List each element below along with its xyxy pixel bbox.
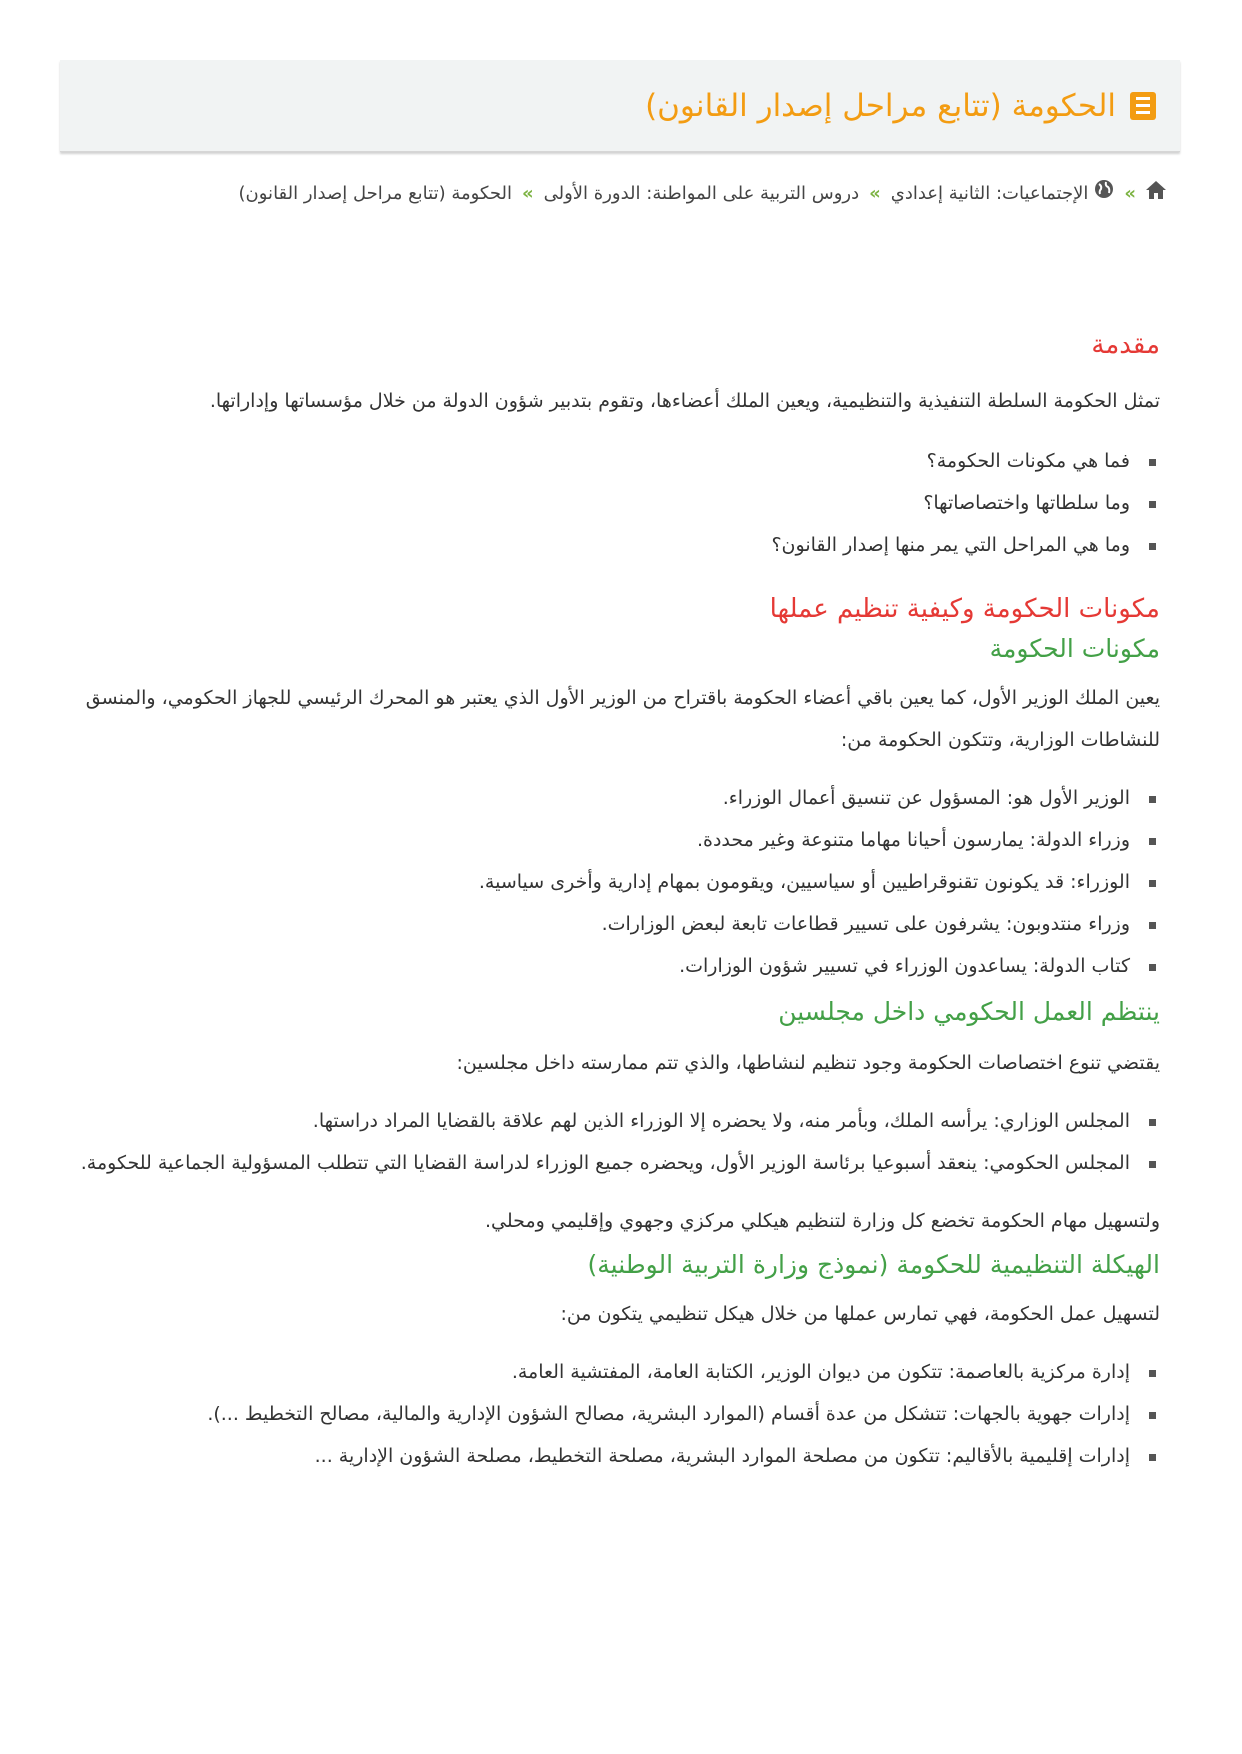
page-title: الحكومة (تتابع مراحل إصدار القانون) bbox=[645, 87, 1116, 124]
list-item: وزراء منتدوبون: يشرفون على تسيير قطاعات تابعة لبعض الوزارات. bbox=[80, 903, 1160, 945]
list-item: فما هي مكونات الحكومة؟ bbox=[80, 440, 1160, 482]
list-item: الوزير الأول هو: المسؤول عن تنسيق أعمال الوزراء. bbox=[80, 777, 1160, 819]
paragraph: يعين الملك الوزير الأول، كما يعين باقي أعضاء الحكومة باقتراح من الوزير الأول الذي يعتبر هو المحرك الرئيسي للجهاز الحكومي، والمنسق للنشاطات الوزارية، وتتكون الحكومة من: bbox=[85, 687, 1160, 751]
breadcrumb-separator: » bbox=[1124, 183, 1136, 204]
paragraph: يقتضي تنوع اختصاصات الحكومة وجود تنظيم لنشاطها، والذي تتم ممارسته داخل مجلسين: bbox=[456, 1052, 1160, 1074]
list-item: إدارات جهوية بالجهات: تتشكل من عدة أقسام (الموارد البشرية، مصالح الشؤون الإدارية والمالية، مصالح التخطيط ...). bbox=[80, 1393, 1160, 1435]
list-item: وزراء الدولة: يمارسون أحيانا مهاما متنوعة وغير محددة. bbox=[80, 819, 1160, 861]
breadcrumb-link[interactable]: دروس التربية على المواطنة: الدورة الأولى bbox=[543, 183, 860, 204]
breadcrumb-separator: » bbox=[521, 183, 534, 204]
section-heading: مكونات الحكومة وكيفية تنظيم عملها bbox=[769, 594, 1160, 624]
list-item: وما هي المراحل التي يمر منها إصدار القانون؟ bbox=[80, 524, 1160, 566]
list-item: وما سلطاتها واختصاصاتها؟ bbox=[80, 482, 1160, 524]
intro-text: تمثل الحكومة السلطة التنفيذية والتنظيمية، ويعين الملك أعضاءها، وتقوم بتدبير شؤون الدولة من خلال مؤسساتها وإداراتها. bbox=[209, 390, 1160, 412]
councils-list bbox=[80, 1100, 1160, 1184]
list-item: الوزراء: قد يكونون تقنوقراطيين أو سياسيين، ويقومون بمهام إدارية وأخرى سياسية. bbox=[80, 861, 1160, 903]
intro-questions bbox=[80, 440, 1160, 566]
globe-icon bbox=[1094, 172, 1114, 216]
subsection-heading: مكونات الحكومة bbox=[989, 634, 1160, 663]
home-icon[interactable] bbox=[1146, 172, 1166, 216]
breadcrumb-current: الحكومة (تتابع مراحل إصدار القانون) bbox=[238, 183, 512, 204]
structure-list bbox=[80, 1351, 1160, 1477]
subsection-heading: ينتظم العمل الحكومي داخل مجلسين bbox=[778, 997, 1160, 1026]
list-item: إدارة مركزية بالعاصمة: تتكون من ديوان الوزير، الكتابة العامة، المفتشية العامة. bbox=[80, 1351, 1160, 1393]
document-list-icon bbox=[1130, 92, 1156, 120]
subsection-heading: الهيكلة التنظيمية للحكومة (نموذج وزارة التربية الوطنية) bbox=[587, 1250, 1160, 1279]
paragraph: لتسهيل عمل الحكومة، فهي تمارس عملها من خلال هيكل تنظيمي يتكون من: bbox=[560, 1303, 1160, 1325]
list-item: كتاب الدولة: يساعدون الوزراء في تسيير شؤون الوزارات. bbox=[80, 945, 1160, 987]
breadcrumb-link[interactable]: الإجتماعيات: الثانية إعدادي bbox=[890, 183, 1089, 204]
paragraph: ولتسهيل مهام الحكومة تخضع كل وزارة لتنظيم هيكلي مركزي وجهوي وإقليمي ومحلي. bbox=[485, 1210, 1160, 1232]
list-item: المجلس الوزاري: يرأسه الملك، وبأمر منه، ولا يحضره إلا الوزراء الذين لهم علاقة بالقضايا المراد دراستها. bbox=[80, 1100, 1160, 1142]
title-bar bbox=[60, 60, 1180, 152]
government-members-list bbox=[80, 777, 1160, 987]
intro-heading: مقدمة bbox=[1091, 330, 1160, 360]
breadcrumb-separator: » bbox=[869, 183, 881, 204]
list-item: إدارات إقليمية بالأقاليم: تتكون من مصلحة الموارد البشرية، مصلحة التخطيط، مصلحة الشؤون الإدارية ... bbox=[80, 1435, 1160, 1477]
breadcrumb bbox=[156, 172, 1166, 216]
article-content bbox=[80, 330, 1160, 1477]
list-item: المجلس الحكومي: ينعقد أسبوعيا برئاسة الوزير الأول، ويحضره جميع الوزراء لدراسة القضايا التي تتطلب المسؤولية الجماعية للحكومة. bbox=[80, 1142, 1160, 1184]
